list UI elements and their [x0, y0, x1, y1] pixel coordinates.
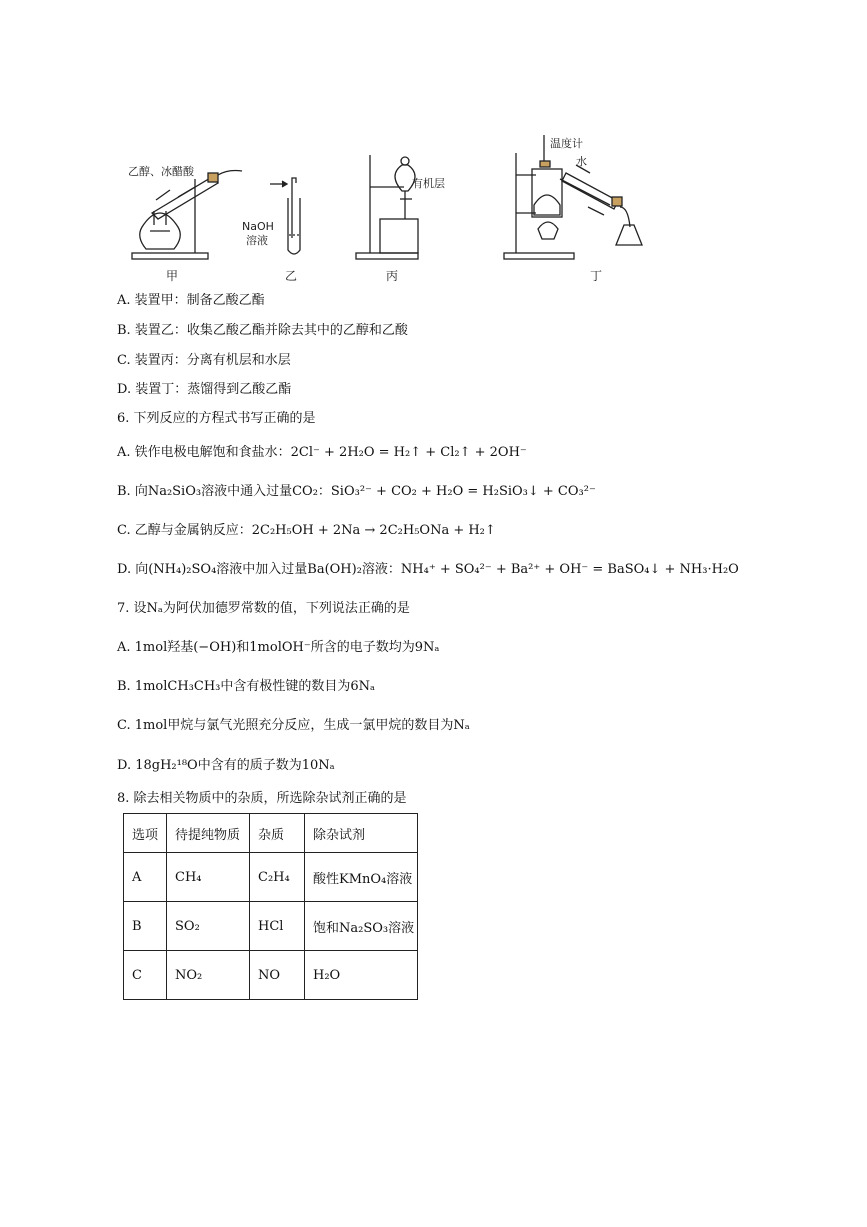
yi-reagent-label-top: NaOH [242, 220, 274, 233]
table-row [124, 853, 418, 902]
q5-option-c: C. 装置丙：分离有机层和水层 [117, 353, 291, 368]
q6-option-a: A. 铁作电极电解饱和食盐水：2Cl⁻ + 2H₂O = H₂↑ + Cl₂↑ + 2OH⁻ [117, 445, 527, 460]
q7-option-a: A. 1mol羟基(−OH)和1molOH⁻所含的电子数均为9Nₐ [117, 640, 440, 655]
q7-stem: 7. 设Nₐ为阿伏加德罗常数的值，下列说法正确的是 [117, 601, 410, 616]
q5-option-a: A. 装置甲：制备乙酸乙酯 [117, 293, 265, 308]
impurity-table [123, 813, 418, 1000]
table-cell: HCl [250, 902, 305, 951]
q6-option-b: B. 向Na₂SiO₃溶液中通入过量CO₂：SiO₃²⁻ + CO₂ + H₂O = H₂SiO₃↓ + CO₃²⁻ [117, 484, 596, 499]
q8-stem: 8. 除去相关物质中的杂质，所选除杂试剂正确的是 [117, 791, 407, 806]
table-cell: SO₂ [167, 902, 250, 951]
table-cell: C₂H₄ [250, 853, 305, 902]
apparatus-yi [270, 178, 300, 254]
table-cell: C [124, 951, 167, 1000]
q7-option-b: B. 1molCH₃CH₃中含有极性键的数目为6Nₐ [117, 679, 376, 694]
caption-ding: 丁 [590, 269, 603, 283]
caption-bing: 丙 [386, 269, 399, 283]
apparatus-figure [120, 135, 660, 285]
table-cell: NO₂ [167, 951, 250, 1000]
caption-jia: 甲 [166, 269, 179, 283]
table-cell: H₂O [305, 951, 418, 1000]
yi-reagent-label-bottom: 溶液 [246, 234, 268, 247]
apparatus-ding [504, 135, 642, 259]
apparatus-jia [132, 171, 242, 260]
caption-yi: 乙 [285, 269, 298, 283]
q6-stem: 6. 下列反应的方程式书写正确的是 [117, 411, 316, 426]
q7-option-c: C. 1mol甲烷与氯气光照充分反应，生成一氯甲烷的数目为Nₐ [117, 718, 470, 733]
table-cell: A [124, 853, 167, 902]
table-header-cell: 除杂试剂 [305, 814, 418, 853]
table-cell: B [124, 902, 167, 951]
table-header-cell: 杂质 [250, 814, 305, 853]
ding-thermometer-label: 温度计 [550, 137, 583, 150]
q6-option-c: C. 乙醇与金属钠反应：2C₂H₅OH + 2Na → 2C₂H₅ONa + H₂↑ [117, 523, 496, 538]
q6-option-d: D. 向(NH₄)₂SO₄溶液中加入过量Ba(OH)₂溶液：NH₄⁺ + SO₄²⁻ + Ba²⁺ + OH⁻ = BaSO₄↓ + NH₃·H₂O [117, 562, 739, 577]
table-header-cell: 待提纯物质 [167, 814, 250, 853]
table-header-row [124, 814, 418, 853]
table-row [124, 902, 418, 951]
table-cell: CH₄ [167, 853, 250, 902]
bing-layer-label: 有机层 [412, 177, 445, 190]
table-cell: NO [250, 951, 305, 1000]
apparatus-bing [356, 155, 418, 259]
ding-water-label: 水 [576, 155, 587, 168]
table-header-cell: 选项 [124, 814, 167, 853]
q5-option-b: B. 装置乙：收集乙酸乙酯并除去其中的乙醇和乙酸 [117, 323, 408, 338]
table-cell: 饱和Na₂SO₃溶液 [305, 902, 418, 951]
jia-reagent-label: 乙醇、冰醋酸 [128, 165, 194, 178]
table-cell: 酸性KMnO₄溶液 [305, 853, 418, 902]
q7-option-d: D. 18gH₂¹⁸O中含有的质子数为10Nₐ [117, 758, 335, 773]
q5-option-d: D. 装置丁：蒸馏得到乙酸乙酯 [117, 382, 292, 397]
table-row [124, 951, 418, 1000]
